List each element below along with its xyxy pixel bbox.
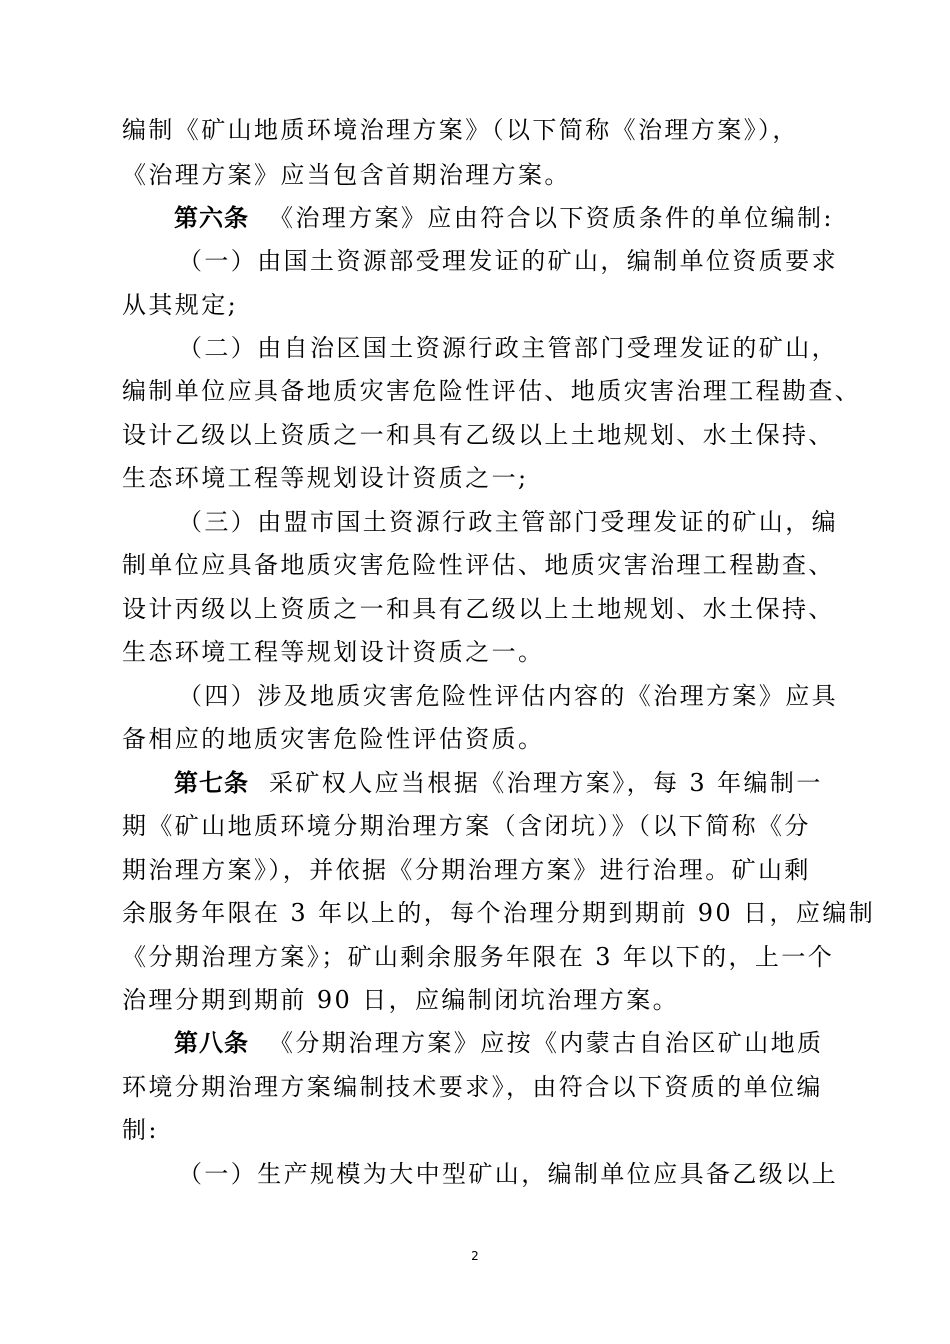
text-line: 设计乙级以上资质之一和具有乙级以上土地规划、水土保持、: [122, 421, 835, 449]
text-line: 期《矿山地质环境分期治理方案（含闭坑）》（以下简称《分: [122, 812, 811, 840]
text-line: （二）由自治区国土资源行政主管部门受理发证的矿山，: [178, 334, 838, 362]
page-number: 2: [471, 1249, 479, 1263]
article-number: 第七条: [174, 769, 249, 797]
article-heading-line: 第七条 采矿权人应当根据《治理方案》，每 3 年编制一: [174, 769, 823, 797]
text-line: 制:: [122, 1116, 159, 1144]
article-heading-line: 第六条 《治理方案》应由符合以下资质条件的单位编制:: [174, 204, 834, 232]
text-line: 编制《矿山地质环境治理方案》（以下简称《治理方案》），: [122, 116, 799, 144]
text-line: （四）涉及地质灾害危险性评估内容的《治理方案》应具: [178, 682, 838, 710]
article-number: 第六条: [174, 204, 249, 232]
text-line: 余服务年限在 3 年以上的，每个治理分期到期前 90 日，应编制: [122, 899, 876, 927]
text-line: 期治理方案》），并依据《分期治理方案》进行治理。矿山剩: [122, 856, 811, 884]
text-line: 《治理方案》应当包含首期治理方案。: [122, 161, 571, 189]
text-line: 环境分期治理方案编制技术要求》，由符合以下资质的单位编: [122, 1073, 823, 1101]
text-line: 制单位应具备地质灾害危险性评估、地质灾害治理工程勘查、: [122, 551, 835, 579]
article-number: 第八条: [174, 1029, 249, 1057]
text-line: 生态环境工程等规划设计资质之一。: [122, 638, 545, 666]
text-line: 设计丙级以上资质之一和具有乙级以上土地规划、水土保持、: [122, 595, 835, 623]
text-line: （一）生产规模为大中型矿山，编制单位应具备乙级以上: [178, 1160, 838, 1188]
text-line: 从其规定;: [122, 291, 239, 319]
text-line: 编制单位应具备地质灾害危险性评估、地质灾害治理工程勘查、: [122, 377, 862, 405]
article-heading-line: 第八条 《分期治理方案》应按《内蒙古自治区矿山地质: [174, 1029, 824, 1057]
text-line: （一）由国土资源部受理发证的矿山，编制单位资质要求: [178, 247, 838, 275]
text-line: 生态环境工程等规划设计资质之一;: [122, 464, 529, 492]
text-line: 治理分期到期前 90 日，应编制闭坑治理方案。: [122, 986, 679, 1014]
text-line: 《分期治理方案》；矿山剩余服务年限在 3 年以下的，上一个: [122, 943, 835, 971]
text-line: 备相应的地质灾害危险性评估资质。: [122, 725, 545, 753]
text-line: （三）由盟市国土资源行政主管部门受理发证的矿山，编: [178, 508, 838, 536]
